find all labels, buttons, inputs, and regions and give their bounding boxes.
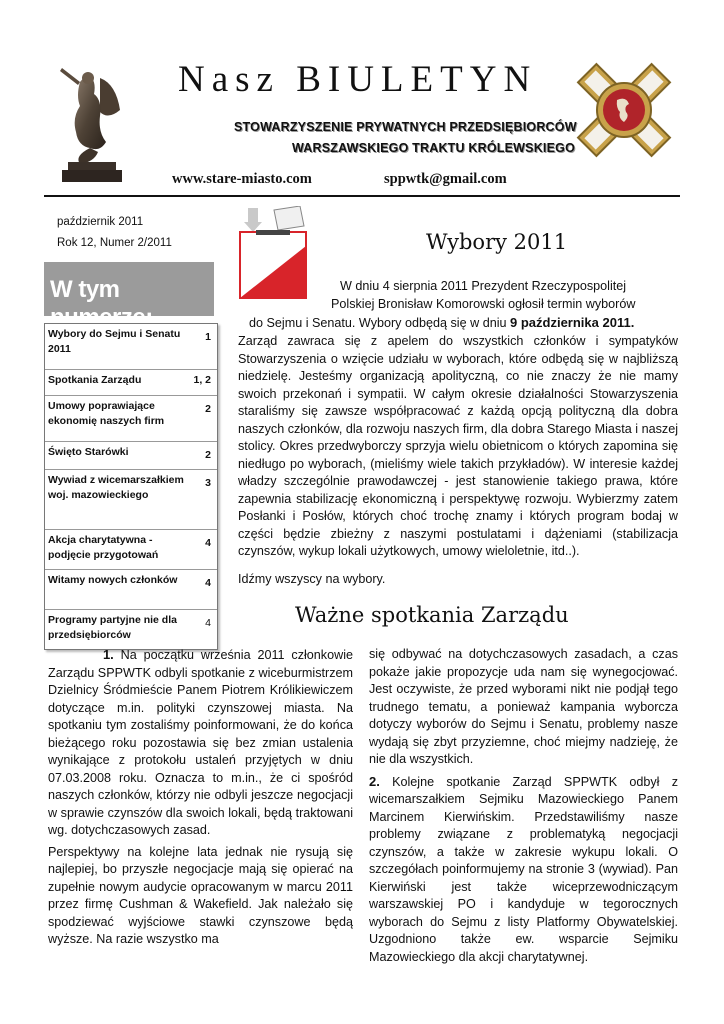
paragraph: 1. Na początku września 2011 członkowie Zarządu SPPWTK odbyli spotkanie z wiceburmistrzem Dzielnicy Śródmieście Panem Piotrem Królikiewiczem dotyczące m.in. polityki czynszowej miasta. Na spotkaniu tym zostaliśmy poinformowani, że do końca bieżącego roku pozostawia się bez zmian ustalenia wynikające z protokołu ustaleń przyjętych w dniu 07.03.2008 roku. Oznacza to m.in., że ci spośród naszych członków, którzy nie odbyli jeszcze negocjacji w sprawie czynszów dla swoich lokali, będą traktowani wg. dotychczasowych zasad.: [48, 647, 353, 837]
paragraph: 2. Kolejne spotkanie Zarząd SPPWTK odbył z wicemarszałkiem Sejmiku Mazowieckiego Panem Marcinem Kierwińskim. Przedstawiliśmy nasze problemy związane z problematyką negocjacji czynszów, a także w zakresie wykupu lokali. O szczegółach poinformujemy na stronie 3 (wywiad). Pan Kierwiński jest także wiceprzewodniczącym warszawskiej PO i kandyduje w tegorocznych wyborach do Sejmu z listy Platformy Obywatelskiej. Uzgodniono także ew. wsparcie Sejmiku Mazowieckiego dla akcji charytatywnej.: [369, 773, 678, 964]
website-link[interactable]: www.stare-miasto.com: [172, 171, 312, 187]
article-intro-line: W dniu 4 sierpnia 2011 Prezydent Rzeczypospolitej: [340, 279, 627, 293]
ballot-box-icon: [238, 206, 318, 302]
emblem-cross-icon: [566, 52, 682, 168]
table-of-contents: [44, 323, 218, 650]
newsletter-title: Nasz BIULETYN: [178, 59, 538, 100]
email-link[interactable]: sppwtk@gmail.com: [384, 171, 507, 187]
article-body: Zarząd zawraca się z apelem do wszystkich członków i sympatyków Stowarzyszenia o wzięcie udziału w wyborach, które odbędą się w najbliższą niedzielę. Jesteśmy organizacją apolityczną, co nie znaczy że nie mamy swoich przekonań i sympatii. W całym okresie działalności Stowarzyszenia staraliśmy się zawsze współpracować z każdą opcją polityczną dla dobra naszych członków, dla rozwoju naszych firm, dla dobra Starego Miasta i naszej stolicy. Okres przedwyborczy sprzyja wielu obietnicom o których zapomina się niedługo po wyborach, (mieliśmy wiele takich przykładów). W interesie każdej władzy szczególnie prawodawczej - jest stanowienie takiego prawa, które zapewnia stabilizację ekonomiczną i perspektywę rozwoju. Wybierzmy zatem Posłanki i Posłów, których choć trochę znamy i których program bodaj w części będzie zbieżny z naszymi postulatami i dążeniami (stabilizacja czynszów, wykup lokali użytkowych, umowy wieloletnie, itd..).: [238, 334, 678, 558]
organization-name-line1: STOWARZYSZENIE PRYWATNYCH PRZEDSIĘBIORCÓW: [234, 120, 577, 134]
organization-name-line2: WARSZAWSKIEGO TRAKTU KRÓLEWSKIEGO: [292, 141, 575, 155]
header-divider: [44, 195, 680, 197]
article-column-left: [48, 646, 353, 953]
article-intro-line: Polskiej Bronisław Komorowski ogłosił termin wyborów: [331, 297, 636, 311]
article-closing: Idźmy wszyscy na wybory.: [238, 572, 386, 586]
toc-item[interactable]: Spotkania Zarządu 1, 2: [45, 370, 217, 396]
issue-number: Rok 12, Numer 2/2011: [57, 237, 172, 249]
toc-item[interactable]: Umowy poprawiające ekonomię naszych firm 2: [45, 396, 217, 442]
article-column-right: [369, 646, 678, 970]
election-date: 9 października 2011.: [510, 315, 635, 330]
article-heading-meetings: Ważne spotkania Zarządu: [295, 603, 569, 627]
issue-date: październik 2011: [57, 216, 144, 228]
article-intro-line: do Sejmu i Senatu. Wybory odbędą się w dniu 9 października 2011.: [249, 315, 635, 330]
toc-item[interactable]: Wybory do Sejmu i Senatu 2011 1: [45, 324, 217, 370]
toc-item[interactable]: Akcja charytatywna - podjęcie przygotowań 4: [45, 530, 217, 570]
mermaid-statue-icon: [50, 60, 132, 184]
toc-item[interactable]: Witamy nowych członków 4: [45, 570, 217, 610]
toc-heading: W tym numerze:: [44, 262, 214, 316]
toc-item[interactable]: Wywiad z wicemarszałkiem woj. mazowieckiego 3: [45, 470, 217, 530]
article-heading-elections: Wybory 2011: [426, 230, 568, 254]
paragraph: Perspektywy na kolejne lata jednak nie rysują się najlepiej, bo przyszłe negocjacje mają się opierać na zupełnie nowym audycie opracowanym w marcu 2011 przez firmę Cushman & Wakefield. Jak należało się spodziewać wyjściowe stawki czynszowe będą wyższe. Na razie wszystko ma: [48, 844, 353, 946]
paragraph: się odbywać na dotychczasowych zasadach, a czas pokaże jakie propozycje uda nam się wynegocjować. Jest oczywiste, że przed wyborami nikt nie podjął tego trudnego tematu, a ponieważ kampania wyborcza dotyczy wyborów do Sejmu i Senatu, problemy nasze wydają się zbyt przyziemne, choć miejmy nadzieję, że nie dla wszystkich.: [369, 647, 678, 766]
toc-item[interactable]: Programy partyjne nie dla przedsiębiorców 4: [48, 614, 211, 641]
toc-item[interactable]: Święto Starówki 2: [45, 442, 217, 470]
